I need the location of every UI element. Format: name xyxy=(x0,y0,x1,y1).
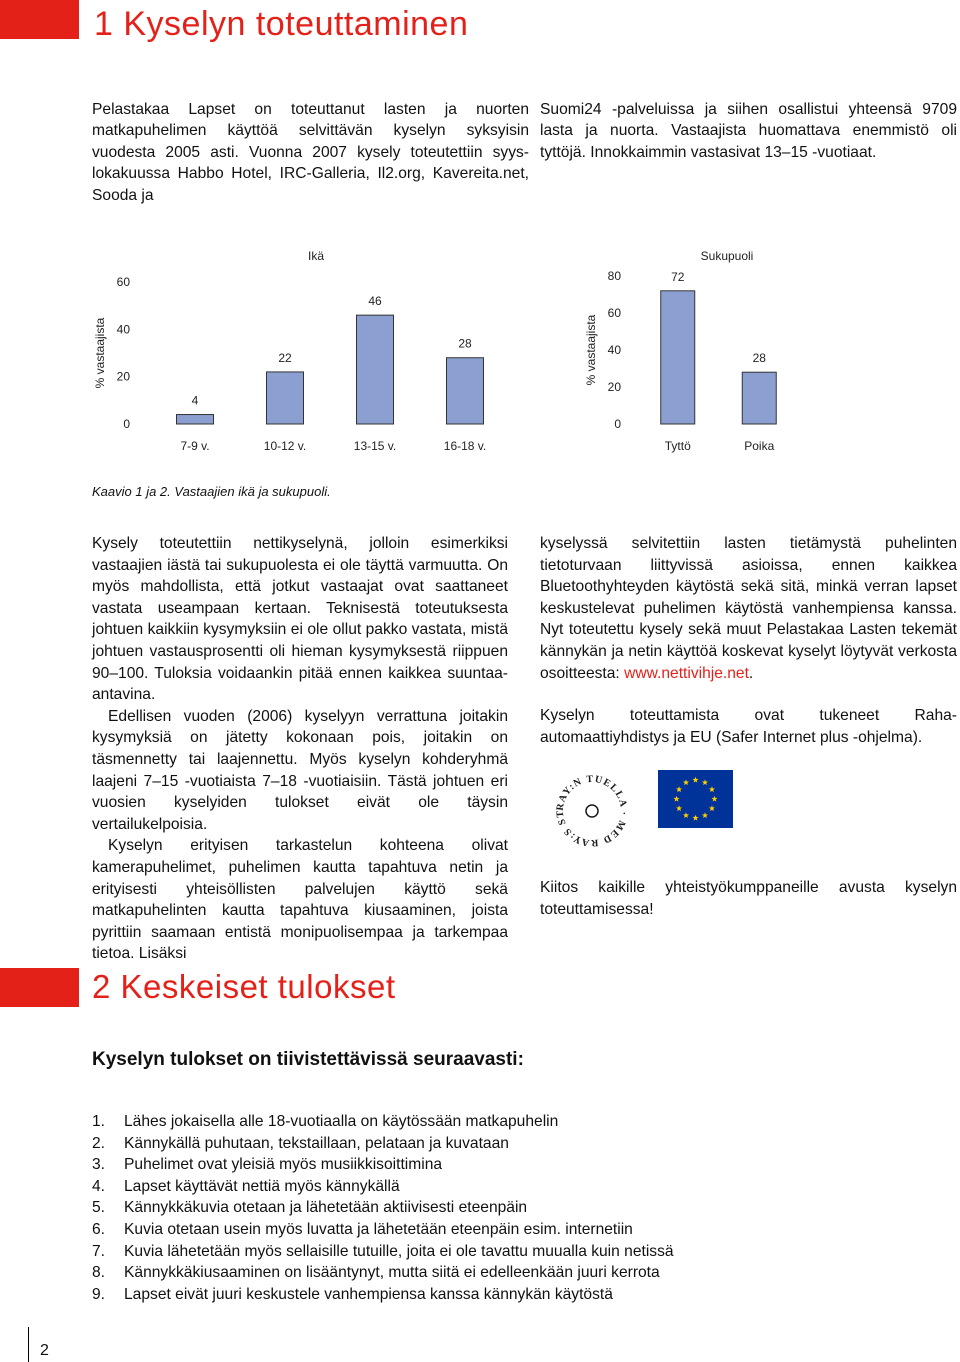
chart-y-axis-label: % vastaajista xyxy=(584,314,598,386)
body-right-paragraph-3: Kiitos kaikille yhteistyökumppaneille avusta kyselyn toteuttamisessa! xyxy=(540,879,957,918)
chart-bar xyxy=(177,415,214,424)
result-item-number: 6. xyxy=(92,1220,106,1238)
body-right-paragraph-3-block xyxy=(540,877,957,920)
page-number: 2 xyxy=(40,1342,49,1359)
eu-flag-svg xyxy=(658,770,733,828)
result-item xyxy=(92,1176,952,1198)
result-item-text: Puhelimet ovat yleisiä myös musiikkisoittimina xyxy=(124,1156,443,1174)
result-item-number: 2. xyxy=(92,1134,106,1152)
body-right-paragraph-1-text: kyselyssä selvitettiin lasten tietämystä puhelinten tietoturvaan liittyvissä asioissa, ennen kaikkea Bluetoothyhteyden käytöstä sekä sitä, minkä verran lapset keskustelevat puhelimen käytöstä vanhempiensa kanssa. Nyt toteutettu kysely sekä muut Pelastakaa Lasten tekemät kännykän ja netin käyttöä koskevat kyselyt löytyvät verkosta osoitteesta: xyxy=(540,535,957,682)
chart-bar xyxy=(447,358,484,424)
result-item-number: 7. xyxy=(92,1242,106,1260)
ray-logo-svg xyxy=(553,772,631,850)
result-item xyxy=(92,1262,952,1284)
chart-y-tick-label: 0 xyxy=(614,417,621,431)
chart-data-label: 28 xyxy=(458,336,472,351)
age-chart-svg xyxy=(80,236,520,468)
gender-chart-svg xyxy=(575,236,815,468)
nettivihje-link[interactable]: www.nettivihje.net xyxy=(624,664,749,682)
chart-caption: Kaavio 1 ja 2. Vastaajien ikä ja sukupuoli. xyxy=(92,484,331,499)
chart-y-tick-label: 80 xyxy=(607,269,621,283)
chart-data-label: 28 xyxy=(752,351,766,366)
body-left-paragraph-2: Edellisen vuoden (2006) kyselyyn verrattuna joitakin kysymyksiä on jätetty kokonaan pois, joitakin on täsmennetty tai laajennettu. Myös kyselyn kohderyhmä laajeni 7–15 -vuotiaista 7–18 -vuotiaisiin. Tästä johtuen eri vuosien kyselyiden tulokset eivät ole täysin vertailukelpoisia. xyxy=(92,707,508,833)
result-item-text: Lapset käyttävät nettiä myös kännykällä xyxy=(124,1177,400,1195)
chart-y-axis-label: % vastaajista xyxy=(93,317,107,389)
chart-bar xyxy=(661,291,695,424)
result-item-text: Lähes jokaisella alle 18-vuotiaalla on käytössään matkapuhelin xyxy=(124,1113,559,1130)
result-item xyxy=(92,1219,952,1241)
result-item-text: Kuvia otetaan usein myös luvatta ja lähetetään eteenpäin esim. internetiin xyxy=(124,1220,633,1238)
chart-x-tick-label: 7-9 v. xyxy=(180,439,210,453)
gender-chart xyxy=(575,236,815,468)
chart-data-label: 22 xyxy=(278,350,292,365)
result-item-number: 9. xyxy=(92,1285,106,1303)
intro-left-text: Pelastakaa Lapset on toteuttanut lasten ja nuorten matkapuhelimen käyttöä selvittävän kyselyn syksyisin vuodesta 2005 asti. Vuonna 2007 kysely toteutettiin syys-lokakuussa Habbo Hotel, IRC-Galleria, Il2.org, Kavereita.net, Sooda ja xyxy=(92,101,529,204)
body-right-paragraph-2: Kyselyn toteuttamista ovat tukeneet Raha-automaattiyhdistys ja EU (Safer Internet plus -ohjelma). xyxy=(540,707,957,746)
result-item-text: Kännykkäkiusaaminen on lisääntynyt, mutta siitä ei edelleenkään juuri kerrota xyxy=(124,1264,660,1282)
result-item xyxy=(92,1241,952,1263)
result-item xyxy=(92,1111,952,1133)
intro-left-paragraph xyxy=(92,99,529,206)
result-item-number: 5. xyxy=(92,1199,106,1217)
chart-y-tick-label: 0 xyxy=(123,417,130,431)
chart-y-tick-label: 60 xyxy=(607,306,621,320)
section-1-title: 1 Kyselyn toteuttaminen xyxy=(94,5,469,43)
ray-logo-text: RAY:N TUELLA · MED RAY:S ST xyxy=(554,773,630,849)
result-item-text: Lapset eivät juuri keskustele vanhempiensa kanssa kännykän käytöstä xyxy=(124,1285,613,1303)
result-item-number: 4. xyxy=(92,1177,106,1195)
result-item-text: Kuvia lähetetään myös sellaisille tutuille, joita ei ole tavattu muualla kuin netissä xyxy=(124,1242,674,1260)
chart-y-tick-label: 20 xyxy=(607,380,621,394)
chart-data-label: 72 xyxy=(671,269,685,284)
body-right-paragraph-2-block xyxy=(540,705,957,748)
results-heading: Kyselyn tulokset on tiivistettävissä seuraavasti: xyxy=(92,1049,524,1070)
ray-logo xyxy=(553,772,631,850)
result-item xyxy=(92,1133,952,1155)
section-2-title: 2 Keskeiset tulokset xyxy=(92,968,396,1005)
chart-y-tick-label: 40 xyxy=(116,322,130,337)
section-1-red-block xyxy=(0,0,79,39)
result-item-number: 8. xyxy=(92,1264,106,1282)
chart-bar xyxy=(267,372,304,424)
body-right-paragraph-1 xyxy=(540,533,957,684)
result-item xyxy=(92,1197,952,1219)
ray-logo-center xyxy=(586,805,598,817)
result-item-number: 1. xyxy=(92,1113,106,1130)
result-item xyxy=(92,1284,952,1306)
body-right-paragraph-1-end: . xyxy=(748,664,754,682)
intro-right-text: Suomi24 -palveluissa ja siihen osallistui yhteensä 9709 lasta ja nuorta. Vastaajista huomattava enemmistö oli tyttöjä. Innokkaimmin vastasivat 13–15 -vuotiaat. xyxy=(540,101,957,161)
result-item-text: Kännykkäkuvia otetaan ja lähetetään aktiivisesti eteenpäin xyxy=(124,1199,528,1217)
chart-x-tick-label: Tyttö xyxy=(664,439,691,453)
chart-bar xyxy=(357,315,394,424)
result-item xyxy=(92,1154,952,1176)
eu-flag-logo xyxy=(658,770,733,828)
chart-x-tick-label: 10-12 v. xyxy=(263,439,307,453)
results-list xyxy=(92,1111,952,1305)
intro-right-paragraph xyxy=(540,99,957,163)
body-left-paragraph-1: Kysely toteutettiin nettikyselynä, jolloin esimerkiksi vastaajien iästä tai sukupuolesta ei ole täyttä varmuutta. On myös mahdollista, että jotkut vastaajat ovat saattaneet vastata useampaan kertaan. Teknisestä toteutuksesta johtuen kaikkiin kysymyksiin ei ole ollut pakko vastata, mistä johtuen vastausprosentti oli hieman kysymyksestä riippuen 90–100. Tuloksia voidaankin pitää ennen kaikkea suuntaa-antavina. xyxy=(92,535,508,704)
chart-data-label: 46 xyxy=(368,294,382,309)
body-right-column xyxy=(540,533,957,684)
result-item-text: Kännykällä puhutaan, tekstaillaan, pelataan ja kuvataan xyxy=(124,1134,509,1152)
chart-y-tick-label: 60 xyxy=(116,275,130,289)
chart-bar xyxy=(742,372,776,424)
result-item-number: 3. xyxy=(92,1156,106,1174)
chart-title: Ikä xyxy=(307,249,325,263)
chart-x-tick-label: Poika xyxy=(744,439,775,453)
chart-x-tick-label: 13-15 v. xyxy=(353,439,397,453)
chart-y-tick-label: 20 xyxy=(116,369,130,384)
chart-title: Sukupuoli xyxy=(700,249,754,263)
chart-y-tick-label: 40 xyxy=(607,343,621,357)
chart-x-tick-label: 16-18 v. xyxy=(443,439,487,453)
body-left-column xyxy=(92,533,508,965)
section-2-red-block xyxy=(0,968,79,1007)
chart-data-label: 4 xyxy=(191,393,199,408)
age-chart xyxy=(80,236,520,468)
page-footer-rule xyxy=(28,1327,29,1362)
body-left-paragraph-3: Kyselyn erityisen tarkastelun kohteena olivat kamerapuhelimet, puhelimen kautta tapahtuva netin ja erityisesti yhteisöllisten palvelujen käyttö sekä matkapuhelinten kautta tapahtuva kiusaaminen, joista pyrittiin saamaan entistä monipuolisempaa ja tarkempaa tietoa. Lisäksi xyxy=(92,837,508,963)
